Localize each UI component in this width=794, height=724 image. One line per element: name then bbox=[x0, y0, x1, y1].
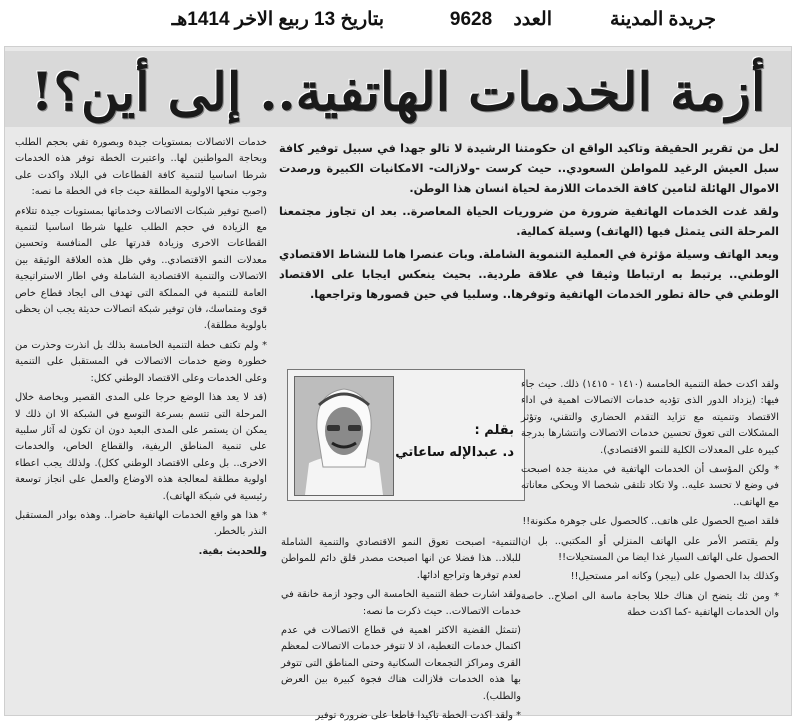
column-paragraph: ولقد اشارت خطة التنمية الخامسة الى وجود ازمة خانقة في خدمات الاتصالات.. حيث ذكرت ما نصه: bbox=[281, 589, 521, 617]
author-box bbox=[287, 369, 525, 501]
column-paragraph: (قد لا يعد هذا الوضع حرجا على المدى القصير وبخاصة خلال المرحلة التى تتسم بسرعة التوسع في الشبكة الا ان ذلك لا يمكن ان يستمر على المدى البعيد دون ان تكون له آثار سلبية على تنمية المناطق الريفية، والقطاع الخاص، والخدمات الاخرى.. بل وعلى الاقتصاد الوطني ككل). ولذلك يجب اعطاء اولوية مطلقة لمعالجة هذه الاوضاع والعمل على انجاز توسعة رئيسية في شبكة الهاتف). bbox=[15, 392, 267, 502]
column-paragraph: (تتمثل القضية الاكثر اهمية في قطاع الاتصالات في عدم اكتمال خدمات التغطية، اذ لا تتوفر خدمات الاتصالات لمعظم القرى ومراكز التجمعات السكانية وحتى المناطق التى تتوفر بها هذه الخدمات فلازالت هناك فجوة كبيرة بين العرض والطلب). bbox=[281, 625, 521, 702]
column-paragraph: * هذا هو واقع الخدمات الهاتفية حاضرا.. وهذه بوادر المستقبل النذر بالخطر. bbox=[15, 509, 267, 538]
author-name: د. عبدالإله ساعاتي bbox=[395, 445, 514, 460]
article-clipping bbox=[4, 46, 792, 722]
column-paragraph: فلقد اصبح الحصول على هاتف.. كالحصول على جوهرة مكنونة!! bbox=[522, 516, 779, 528]
column-paragraph: ولقد اكدت خطة التنمية الخامسة (١٤١٠ - ١٤١٥) ذلك. حيث جاء فيها: (يزداد الدور الذى تؤديه خدمات الاتصالات اهمية في اداء الاقتصاد وتنميته مع تزايد التقدم الحضاري والتقني، وتؤثر المشكلات التى تعوق تحسين خدمات الاتصالات وانتشارها بدرجة كبيرة على المعدلات الكلية للنمو الاقتصادي). bbox=[521, 379, 779, 456]
right-column bbox=[521, 377, 779, 715]
lead-paragraphs bbox=[279, 139, 779, 308]
issue-number: 9628 bbox=[449, 9, 493, 30]
article-headline: أزمة الخدمات الهاتفية.. إلى أين؟! bbox=[30, 62, 766, 123]
column-paragraph: * ولم تكتف خطة التنمية الخامسة بذلك بل انذرت وحذرت من خطورة وضع خدمات الاتصالات في المستقبل على التنمية وعلى الخدمات وعلى الاقتصاد الوطني ككل: bbox=[15, 339, 267, 384]
left-column bbox=[15, 135, 267, 705]
issue-label: العدد bbox=[513, 9, 552, 30]
column-paragraph: * ولكن المؤسف أن الخدمات الهاتفية في مدينة جدة اصبحت في وضع لا تحسد عليه.. ولا تكاد تلتقى شخصا الا ويحكى معاناته مع الهاتف.. bbox=[521, 464, 779, 508]
column-paragraph: (اصبح توفير شبكات الاتصالات وخدماتها بمستويات جيدة تتلاءم مع الزيادة في حجم الطلب عليها شرطا اساسيا لتنمية القطاعات الاخرى وزيادة قدرتها على المنافسة وتحسين معدلات النمو الاقتصادي.. وفي ظل هذه العلاقة الوثيقة بين الاتصالات والتنمية الاقتصادية الشاملة وفي اطار الاستراتيجية العامة للتنمية في المملكة التى تهدف الى ايجاد قطاع خاص قوى ومتماسك، فان توفير شبكة اتصالات حديثة يجب ان يحظى باولوية مطلقة). bbox=[15, 205, 267, 332]
byline-label: بقلم : bbox=[474, 423, 514, 438]
issue-info bbox=[450, 8, 552, 31]
closing-note: وللحديث بقية. bbox=[198, 545, 267, 557]
lead-paragraph: لعل من تقرير الحقيقة وتاكيد الواقع ان حكومتنا الرشيدة لا تالو جهدا في سبيل توفير كافة سبل العيش الرغيد للمواطن السعودي.. حيث كرست -ولازالت- الامكانيات الكبيرة ورصدت الاموال الهائلة لتامين كافة الخدمات اللازمة لحياة انسان هذا الوطن. bbox=[279, 142, 779, 195]
column-paragraph: التنمية- اصبحت تعوق النمو الاقتصادي والتنمية الشاملة للبلاد.. هذا فضلا عن انها اصبحت مصدر قلق دائم للمواطن لعدم توفرها وتراجع ادائها. bbox=[281, 537, 521, 581]
lead-paragraph: ولقد غدت الخدمات الهاتفية ضرورة من ضروريات الحياة المعاصرة.. بعد ان تجاوز مجتمعنا المرحلة التى يتمثل فيها (الهاتف) وسيلة كمالية. bbox=[279, 205, 779, 238]
byline bbox=[394, 420, 514, 464]
issue-date: بتاريخ 13 ربيع الاخر 1414هـ bbox=[171, 9, 384, 30]
column-paragraph: * ولقد اكدت الخطة تاكيدا قاطعا على ضرورة توفير bbox=[315, 710, 521, 722]
author-photo bbox=[294, 376, 394, 496]
headline-band bbox=[5, 51, 791, 127]
newspaper-name: جريدة المدينة bbox=[610, 9, 716, 30]
column-paragraph: ولم يقتصر الأمر على الهاتف المنزلي أو المكتبي.. بل ان الحصول على الهاتف السيار غدا ايضا من المستحيلات!! bbox=[521, 535, 779, 564]
column-paragraph: خدمات الاتصالات بمستويات جيدة وبصورة تفي بحجم الطلب وبحاجة المواطنين لها.. واعتبرت الخطة توفر هذه الخدمات شرطا اساسيا لتنمية كافة القطاعات في البلاد واكدت على وجوب منحها الاولوية المطلقة حيث جاء في الخطة ما نصه: bbox=[15, 137, 267, 198]
lead-paragraph: ويعد الهاتف وسيلة مؤثرة في العملية التنموية الشاملة. وبات عنصرا هاما للنشاط الاقتصادي الوطني.. يرتبط به ارتباطا وثيقا في علاقة طردية.. بحيث ينعكس ايجابا على الاقتصاد الوطني في حالة تطور الخدمات الهاتفية وتوفرها.. وسلبيا في حين قصورها وتراجعها. bbox=[279, 248, 779, 301]
column-paragraph: * ومن ثك يتضح ان هناك خللا بحاجة ماسة الى اصلاح.. خاصة وان الخدمات الهاتفية -كما اكدت خطة bbox=[521, 590, 779, 619]
column-paragraph: وكذلك بدا الحصول على (بيجر) وكانه امر مستحيل!! bbox=[570, 571, 779, 583]
clipping-header bbox=[0, 8, 794, 42]
middle-column bbox=[281, 535, 521, 722]
